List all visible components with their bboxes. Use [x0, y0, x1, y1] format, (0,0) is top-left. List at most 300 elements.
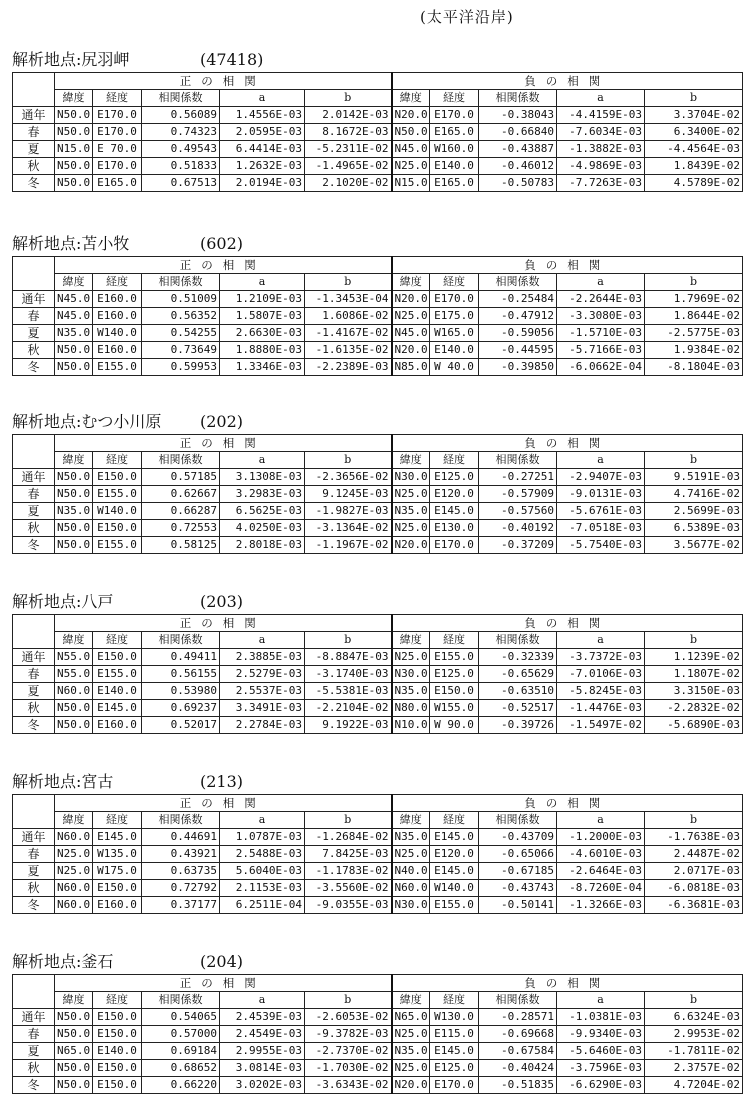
pos-value-cell: 1.3346E-03 — [220, 359, 305, 376]
pos-value-cell: E155.0 — [93, 537, 142, 554]
positive-group-header: 正の相関 — [55, 975, 392, 992]
neg-value-cell: -0.43887 — [479, 141, 557, 158]
site-code: (202) — [200, 412, 244, 431]
neg-value-cell: E165.0 — [430, 175, 479, 192]
neg-value-cell: 3.3150E-03 — [645, 683, 743, 700]
neg-value-cell: N25.0 — [392, 846, 430, 863]
neg-value-cell: -5.6761E-03 — [557, 503, 645, 520]
table-row — [13, 308, 743, 325]
positive-group-header: 正の相関 — [55, 795, 392, 812]
pos-col-header: 相関係数 — [142, 452, 220, 469]
pos-value-cell: N35.0 — [55, 325, 93, 342]
season-cell: 通年 — [13, 469, 55, 486]
neg-value-cell: -0.66840 — [479, 124, 557, 141]
pos-col-header: 経度 — [93, 274, 142, 291]
pos-value-cell: -2.6053E-02 — [305, 1009, 392, 1026]
neg-col-header: a — [557, 452, 645, 469]
neg-value-cell: -0.67584 — [479, 1043, 557, 1060]
pos-value-cell: N65.0 — [55, 1043, 93, 1060]
pos-value-cell: -3.1364E-02 — [305, 520, 392, 537]
table-row — [13, 359, 743, 376]
pos-value-cell: N50.0 — [55, 1026, 93, 1043]
title-prefix: 解析地点: — [12, 234, 82, 253]
season-cell: 秋 — [13, 700, 55, 717]
season-cell: 春 — [13, 486, 55, 503]
neg-value-cell: E170.0 — [430, 537, 479, 554]
neg-value-cell: 2.0717E-03 — [645, 863, 743, 880]
neg-value-cell: -8.7260E-04 — [557, 880, 645, 897]
pos-value-cell: -1.1967E-02 — [305, 537, 392, 554]
neg-value-cell: -0.63510 — [479, 683, 557, 700]
season-cell: 春 — [13, 846, 55, 863]
neg-col-header: 経度 — [430, 992, 479, 1009]
neg-value-cell: -1.7638E-03 — [645, 829, 743, 846]
neg-value-cell: -1.5497E-02 — [557, 717, 645, 734]
pos-value-cell: E145.0 — [93, 829, 142, 846]
site-title — [12, 950, 742, 974]
pos-col-header: b — [305, 90, 392, 107]
site-code: (213) — [200, 772, 244, 791]
pos-value-cell: E140.0 — [93, 1043, 142, 1060]
pos-value-cell: 3.3491E-03 — [220, 700, 305, 717]
neg-value-cell: W 40.0 — [430, 359, 479, 376]
pos-value-cell: 3.0814E-03 — [220, 1060, 305, 1077]
neg-value-cell: N20.0 — [392, 291, 430, 308]
negative-group-header: 負の相関 — [392, 975, 743, 992]
neg-value-cell: -6.0818E-03 — [645, 880, 743, 897]
season-cell: 通年 — [13, 649, 55, 666]
pos-value-cell: N50.0 — [55, 359, 93, 376]
pos-value-cell: 0.49411 — [142, 649, 220, 666]
season-cell: 秋 — [13, 880, 55, 897]
site-name: むつ小川原 — [81, 412, 162, 431]
neg-value-cell: -8.1804E-03 — [645, 359, 743, 376]
neg-value-cell: N30.0 — [392, 469, 430, 486]
neg-value-cell: -5.6460E-03 — [557, 1043, 645, 1060]
pos-value-cell: E150.0 — [93, 1060, 142, 1077]
neg-col-header: b — [645, 452, 743, 469]
pos-value-cell: 1.5807E-03 — [220, 308, 305, 325]
pos-value-cell: 2.3885E-03 — [220, 649, 305, 666]
neg-value-cell: -0.28571 — [479, 1009, 557, 1026]
pos-col-header: 経度 — [93, 452, 142, 469]
correlation-table — [12, 614, 743, 734]
pos-col-header: 相関係数 — [142, 632, 220, 649]
neg-value-cell: 1.7969E-02 — [645, 291, 743, 308]
pos-value-cell: E160.0 — [93, 897, 142, 914]
neg-value-cell: -1.3882E-03 — [557, 141, 645, 158]
neg-value-cell: 1.8644E-02 — [645, 308, 743, 325]
pos-value-cell: E150.0 — [93, 649, 142, 666]
pos-value-cell: 6.2511E-04 — [220, 897, 305, 914]
neg-col-header: b — [645, 274, 743, 291]
season-cell: 通年 — [13, 291, 55, 308]
season-cell: 春 — [13, 666, 55, 683]
pos-value-cell: W140.0 — [93, 503, 142, 520]
season-cell: 冬 — [13, 359, 55, 376]
pos-value-cell: 0.73649 — [142, 342, 220, 359]
pos-value-cell: 1.0787E-03 — [220, 829, 305, 846]
pos-value-cell: N55.0 — [55, 666, 93, 683]
group-header-row — [13, 73, 743, 90]
season-cell: 秋 — [13, 158, 55, 175]
section-4 — [12, 770, 742, 914]
pos-value-cell: N15.0 — [55, 141, 93, 158]
pos-value-cell: 0.69237 — [142, 700, 220, 717]
season-cell: 秋 — [13, 520, 55, 537]
neg-value-cell: -1.3266E-03 — [557, 897, 645, 914]
pos-value-cell: E165.0 — [93, 175, 142, 192]
pos-value-cell: N50.0 — [55, 124, 93, 141]
pos-value-cell: 2.9955E-03 — [220, 1043, 305, 1060]
neg-col-header: b — [645, 90, 743, 107]
pos-value-cell: 2.5488E-03 — [220, 846, 305, 863]
neg-value-cell: E155.0 — [430, 897, 479, 914]
pos-value-cell: N45.0 — [55, 291, 93, 308]
pos-value-cell: 3.2983E-03 — [220, 486, 305, 503]
neg-value-cell: 6.6324E-03 — [645, 1009, 743, 1026]
neg-value-cell: -0.67185 — [479, 863, 557, 880]
table-row — [13, 1026, 743, 1043]
group-header-row — [13, 615, 743, 632]
pos-value-cell: N50.0 — [55, 342, 93, 359]
pos-value-cell: -3.6343E-02 — [305, 1077, 392, 1094]
pos-value-cell: -3.1740E-03 — [305, 666, 392, 683]
pos-value-cell: N45.0 — [55, 308, 93, 325]
neg-col-header: a — [557, 632, 645, 649]
table-row — [13, 700, 743, 717]
column-header-row — [13, 812, 743, 829]
neg-value-cell: E125.0 — [430, 1060, 479, 1077]
column-header-row — [13, 90, 743, 107]
section-1 — [12, 232, 742, 376]
pos-value-cell: N60.0 — [55, 880, 93, 897]
correlation-table — [12, 974, 743, 1094]
neg-value-cell: E130.0 — [430, 520, 479, 537]
pos-value-cell: 0.62667 — [142, 486, 220, 503]
pos-value-cell: N25.0 — [55, 846, 93, 863]
neg-col-header: 相関係数 — [479, 992, 557, 1009]
season-cell: 夏 — [13, 1043, 55, 1060]
neg-value-cell: N20.0 — [392, 537, 430, 554]
season-cell: 冬 — [13, 717, 55, 734]
neg-value-cell: E140.0 — [430, 342, 479, 359]
positive-group-header: 正の相関 — [55, 257, 392, 274]
neg-value-cell: N25.0 — [392, 486, 430, 503]
negative-group-header: 負の相関 — [392, 73, 743, 90]
pos-col-header: b — [305, 632, 392, 649]
corner-cell — [13, 615, 55, 649]
pos-value-cell: N55.0 — [55, 649, 93, 666]
pos-value-cell: N50.0 — [55, 1060, 93, 1077]
neg-value-cell: -4.4159E-03 — [557, 107, 645, 124]
season-cell: 夏 — [13, 503, 55, 520]
pos-value-cell: 0.43921 — [142, 846, 220, 863]
neg-value-cell: 1.9384E-02 — [645, 342, 743, 359]
pos-value-cell: 0.51009 — [142, 291, 220, 308]
table-row — [13, 1043, 743, 1060]
table-row — [13, 342, 743, 359]
neg-value-cell: E145.0 — [430, 503, 479, 520]
corner-cell — [13, 795, 55, 829]
section-5 — [12, 950, 742, 1094]
neg-value-cell: E155.0 — [430, 649, 479, 666]
pos-value-cell: -1.4965E-02 — [305, 158, 392, 175]
pos-value-cell: 4.0250E-03 — [220, 520, 305, 537]
pos-value-cell: -3.5560E-02 — [305, 880, 392, 897]
neg-value-cell: -0.52517 — [479, 700, 557, 717]
pos-value-cell: 2.6630E-03 — [220, 325, 305, 342]
group-header-row — [13, 975, 743, 992]
pos-value-cell: 0.63735 — [142, 863, 220, 880]
neg-col-header: 緯度 — [392, 812, 430, 829]
pos-col-header: 経度 — [93, 90, 142, 107]
neg-value-cell: N45.0 — [392, 325, 430, 342]
neg-value-cell: W140.0 — [430, 880, 479, 897]
neg-value-cell: N45.0 — [392, 141, 430, 158]
neg-value-cell: 1.1807E-02 — [645, 666, 743, 683]
table-row — [13, 325, 743, 342]
pos-value-cell: -8.8847E-03 — [305, 649, 392, 666]
pos-value-cell: 0.49543 — [142, 141, 220, 158]
pos-value-cell: -1.9827E-03 — [305, 503, 392, 520]
table-row — [13, 649, 743, 666]
site-name: 宮古 — [81, 772, 114, 791]
season-cell: 冬 — [13, 175, 55, 192]
pos-value-cell: 0.56089 — [142, 107, 220, 124]
neg-value-cell: N25.0 — [392, 308, 430, 325]
neg-value-cell: -0.50783 — [479, 175, 557, 192]
neg-value-cell: 1.8439E-02 — [645, 158, 743, 175]
neg-value-cell: -0.25484 — [479, 291, 557, 308]
neg-value-cell: -5.6890E-03 — [645, 717, 743, 734]
pos-value-cell: 1.2109E-03 — [220, 291, 305, 308]
neg-value-cell: E175.0 — [430, 308, 479, 325]
pos-col-header: b — [305, 274, 392, 291]
neg-value-cell: -0.37209 — [479, 537, 557, 554]
pos-value-cell: N50.0 — [55, 486, 93, 503]
neg-value-cell: -6.6290E-03 — [557, 1077, 645, 1094]
neg-value-cell: -2.6464E-03 — [557, 863, 645, 880]
neg-value-cell: 9.5191E-03 — [645, 469, 743, 486]
pos-value-cell: 0.44691 — [142, 829, 220, 846]
pos-value-cell: 0.74323 — [142, 124, 220, 141]
neg-value-cell: -2.5775E-03 — [645, 325, 743, 342]
neg-value-cell: E170.0 — [430, 107, 479, 124]
table-row — [13, 666, 743, 683]
pos-value-cell: 0.56155 — [142, 666, 220, 683]
season-cell: 夏 — [13, 683, 55, 700]
neg-value-cell: -0.43709 — [479, 829, 557, 846]
table-row — [13, 158, 743, 175]
column-header-row — [13, 274, 743, 291]
pos-value-cell: E150.0 — [93, 880, 142, 897]
pos-value-cell: 2.0595E-03 — [220, 124, 305, 141]
neg-value-cell: N20.0 — [392, 1077, 430, 1094]
pos-value-cell: E170.0 — [93, 124, 142, 141]
pos-col-header: 緯度 — [55, 812, 93, 829]
pos-value-cell: 0.51833 — [142, 158, 220, 175]
neg-col-header: 緯度 — [392, 632, 430, 649]
season-cell: 秋 — [13, 1060, 55, 1077]
neg-value-cell: -5.7166E-03 — [557, 342, 645, 359]
title-prefix: 解析地点: — [12, 772, 82, 791]
neg-col-header: a — [557, 992, 645, 1009]
neg-value-cell: -0.65066 — [479, 846, 557, 863]
neg-value-cell: -0.43743 — [479, 880, 557, 897]
neg-value-cell: E145.0 — [430, 829, 479, 846]
pos-value-cell: E160.0 — [93, 308, 142, 325]
neg-value-cell: N30.0 — [392, 666, 430, 683]
pos-value-cell: N50.0 — [55, 700, 93, 717]
site-code: (602) — [200, 234, 244, 253]
pos-value-cell: 1.8880E-03 — [220, 342, 305, 359]
pos-value-cell: 5.6040E-03 — [220, 863, 305, 880]
neg-value-cell: N30.0 — [392, 897, 430, 914]
site-title — [12, 232, 742, 256]
pos-value-cell: N60.0 — [55, 683, 93, 700]
neg-col-header: 経度 — [430, 812, 479, 829]
pos-value-cell: 2.2784E-03 — [220, 717, 305, 734]
column-header-row — [13, 992, 743, 1009]
neg-value-cell: 3.3704E-02 — [645, 107, 743, 124]
neg-value-cell: E120.0 — [430, 846, 479, 863]
pos-value-cell: -2.3656E-02 — [305, 469, 392, 486]
table-row — [13, 683, 743, 700]
pos-col-header: 相関係数 — [142, 90, 220, 107]
neg-value-cell: N60.0 — [392, 880, 430, 897]
neg-value-cell: E140.0 — [430, 158, 479, 175]
neg-value-cell: 4.7204E-02 — [645, 1077, 743, 1094]
pos-value-cell: 0.69184 — [142, 1043, 220, 1060]
neg-value-cell: -0.47912 — [479, 308, 557, 325]
neg-value-cell: N85.0 — [392, 359, 430, 376]
group-header-row — [13, 435, 743, 452]
pos-value-cell: 9.1922E-03 — [305, 717, 392, 734]
pos-value-cell: E150.0 — [93, 1009, 142, 1026]
table-row — [13, 469, 743, 486]
neg-value-cell: N40.0 — [392, 863, 430, 880]
corner-cell — [13, 975, 55, 1009]
pos-value-cell: W135.0 — [93, 846, 142, 863]
neg-value-cell: E125.0 — [430, 666, 479, 683]
pos-col-header: a — [220, 992, 305, 1009]
neg-value-cell: -2.2832E-02 — [645, 700, 743, 717]
neg-value-cell: E145.0 — [430, 1043, 479, 1060]
neg-col-header: 緯度 — [392, 992, 430, 1009]
neg-value-cell: -0.50141 — [479, 897, 557, 914]
site-code: (203) — [200, 592, 244, 611]
pos-value-cell: N50.0 — [55, 469, 93, 486]
correlation-table — [12, 794, 743, 914]
pos-value-cell: N35.0 — [55, 503, 93, 520]
neg-value-cell: N35.0 — [392, 683, 430, 700]
pos-value-cell: 9.1245E-03 — [305, 486, 392, 503]
site-name: 尻羽岬 — [81, 50, 130, 69]
pos-value-cell: 1.2632E-03 — [220, 158, 305, 175]
neg-value-cell: N35.0 — [392, 503, 430, 520]
season-cell: 夏 — [13, 863, 55, 880]
correlation-table — [12, 434, 743, 554]
neg-value-cell: 1.1239E-02 — [645, 649, 743, 666]
positive-group-header: 正の相関 — [55, 73, 392, 90]
site-name: 釜石 — [81, 952, 114, 971]
neg-value-cell: 6.5389E-03 — [645, 520, 743, 537]
neg-value-cell: E165.0 — [430, 124, 479, 141]
neg-value-cell: -3.7372E-03 — [557, 649, 645, 666]
pos-value-cell: 0.59953 — [142, 359, 220, 376]
table-row — [13, 486, 743, 503]
pos-value-cell: E155.0 — [93, 359, 142, 376]
neg-value-cell: -1.2000E-03 — [557, 829, 645, 846]
pos-col-header: 緯度 — [55, 452, 93, 469]
title-prefix: 解析地点: — [12, 592, 82, 611]
neg-value-cell: -0.44595 — [479, 342, 557, 359]
table-row — [13, 1077, 743, 1094]
pos-value-cell: 0.67513 — [142, 175, 220, 192]
neg-col-header: 緯度 — [392, 274, 430, 291]
pos-value-cell: -9.0355E-03 — [305, 897, 392, 914]
neg-col-header: b — [645, 632, 743, 649]
neg-value-cell: -4.6010E-03 — [557, 846, 645, 863]
table-row — [13, 1009, 743, 1026]
table-row — [13, 141, 743, 158]
neg-col-header: 経度 — [430, 274, 479, 291]
pos-col-header: a — [220, 812, 305, 829]
pos-value-cell: N25.0 — [55, 863, 93, 880]
pos-value-cell: 1.4556E-03 — [220, 107, 305, 124]
pos-value-cell: -1.6135E-02 — [305, 342, 392, 359]
pos-value-cell: E170.0 — [93, 107, 142, 124]
pos-value-cell: 6.5625E-03 — [220, 503, 305, 520]
pos-value-cell: E150.0 — [93, 1077, 142, 1094]
pos-value-cell: 0.52017 — [142, 717, 220, 734]
neg-value-cell: -1.7811E-02 — [645, 1043, 743, 1060]
pos-col-header: 緯度 — [55, 632, 93, 649]
neg-value-cell: -7.0518E-03 — [557, 520, 645, 537]
pos-col-header: a — [220, 274, 305, 291]
neg-col-header: a — [557, 274, 645, 291]
corner-cell — [13, 73, 55, 107]
neg-value-cell: -9.9340E-03 — [557, 1026, 645, 1043]
pos-value-cell: -2.2389E-03 — [305, 359, 392, 376]
season-cell: 通年 — [13, 829, 55, 846]
table-row — [13, 717, 743, 734]
neg-col-header: 緯度 — [392, 90, 430, 107]
pos-value-cell: 6.4414E-03 — [220, 141, 305, 158]
neg-value-cell: 6.3400E-02 — [645, 124, 743, 141]
positive-group-header: 正の相関 — [55, 435, 392, 452]
pos-value-cell: N50.0 — [55, 1077, 93, 1094]
pos-value-cell: N50.0 — [55, 1009, 93, 1026]
neg-value-cell: N25.0 — [392, 520, 430, 537]
neg-value-cell: N35.0 — [392, 829, 430, 846]
neg-col-header: 相関係数 — [479, 812, 557, 829]
pos-col-header: a — [220, 452, 305, 469]
neg-col-header: 相関係数 — [479, 452, 557, 469]
neg-value-cell: -1.4476E-03 — [557, 700, 645, 717]
title-prefix: 解析地点: — [12, 952, 82, 971]
season-cell: 夏 — [13, 325, 55, 342]
neg-col-header: a — [557, 90, 645, 107]
neg-value-cell: N25.0 — [392, 158, 430, 175]
neg-value-cell: -0.57909 — [479, 486, 557, 503]
pos-value-cell: N50.0 — [55, 175, 93, 192]
correlation-table — [12, 72, 743, 192]
pos-value-cell: N60.0 — [55, 829, 93, 846]
pos-value-cell: 0.54255 — [142, 325, 220, 342]
correlation-table — [12, 256, 743, 376]
